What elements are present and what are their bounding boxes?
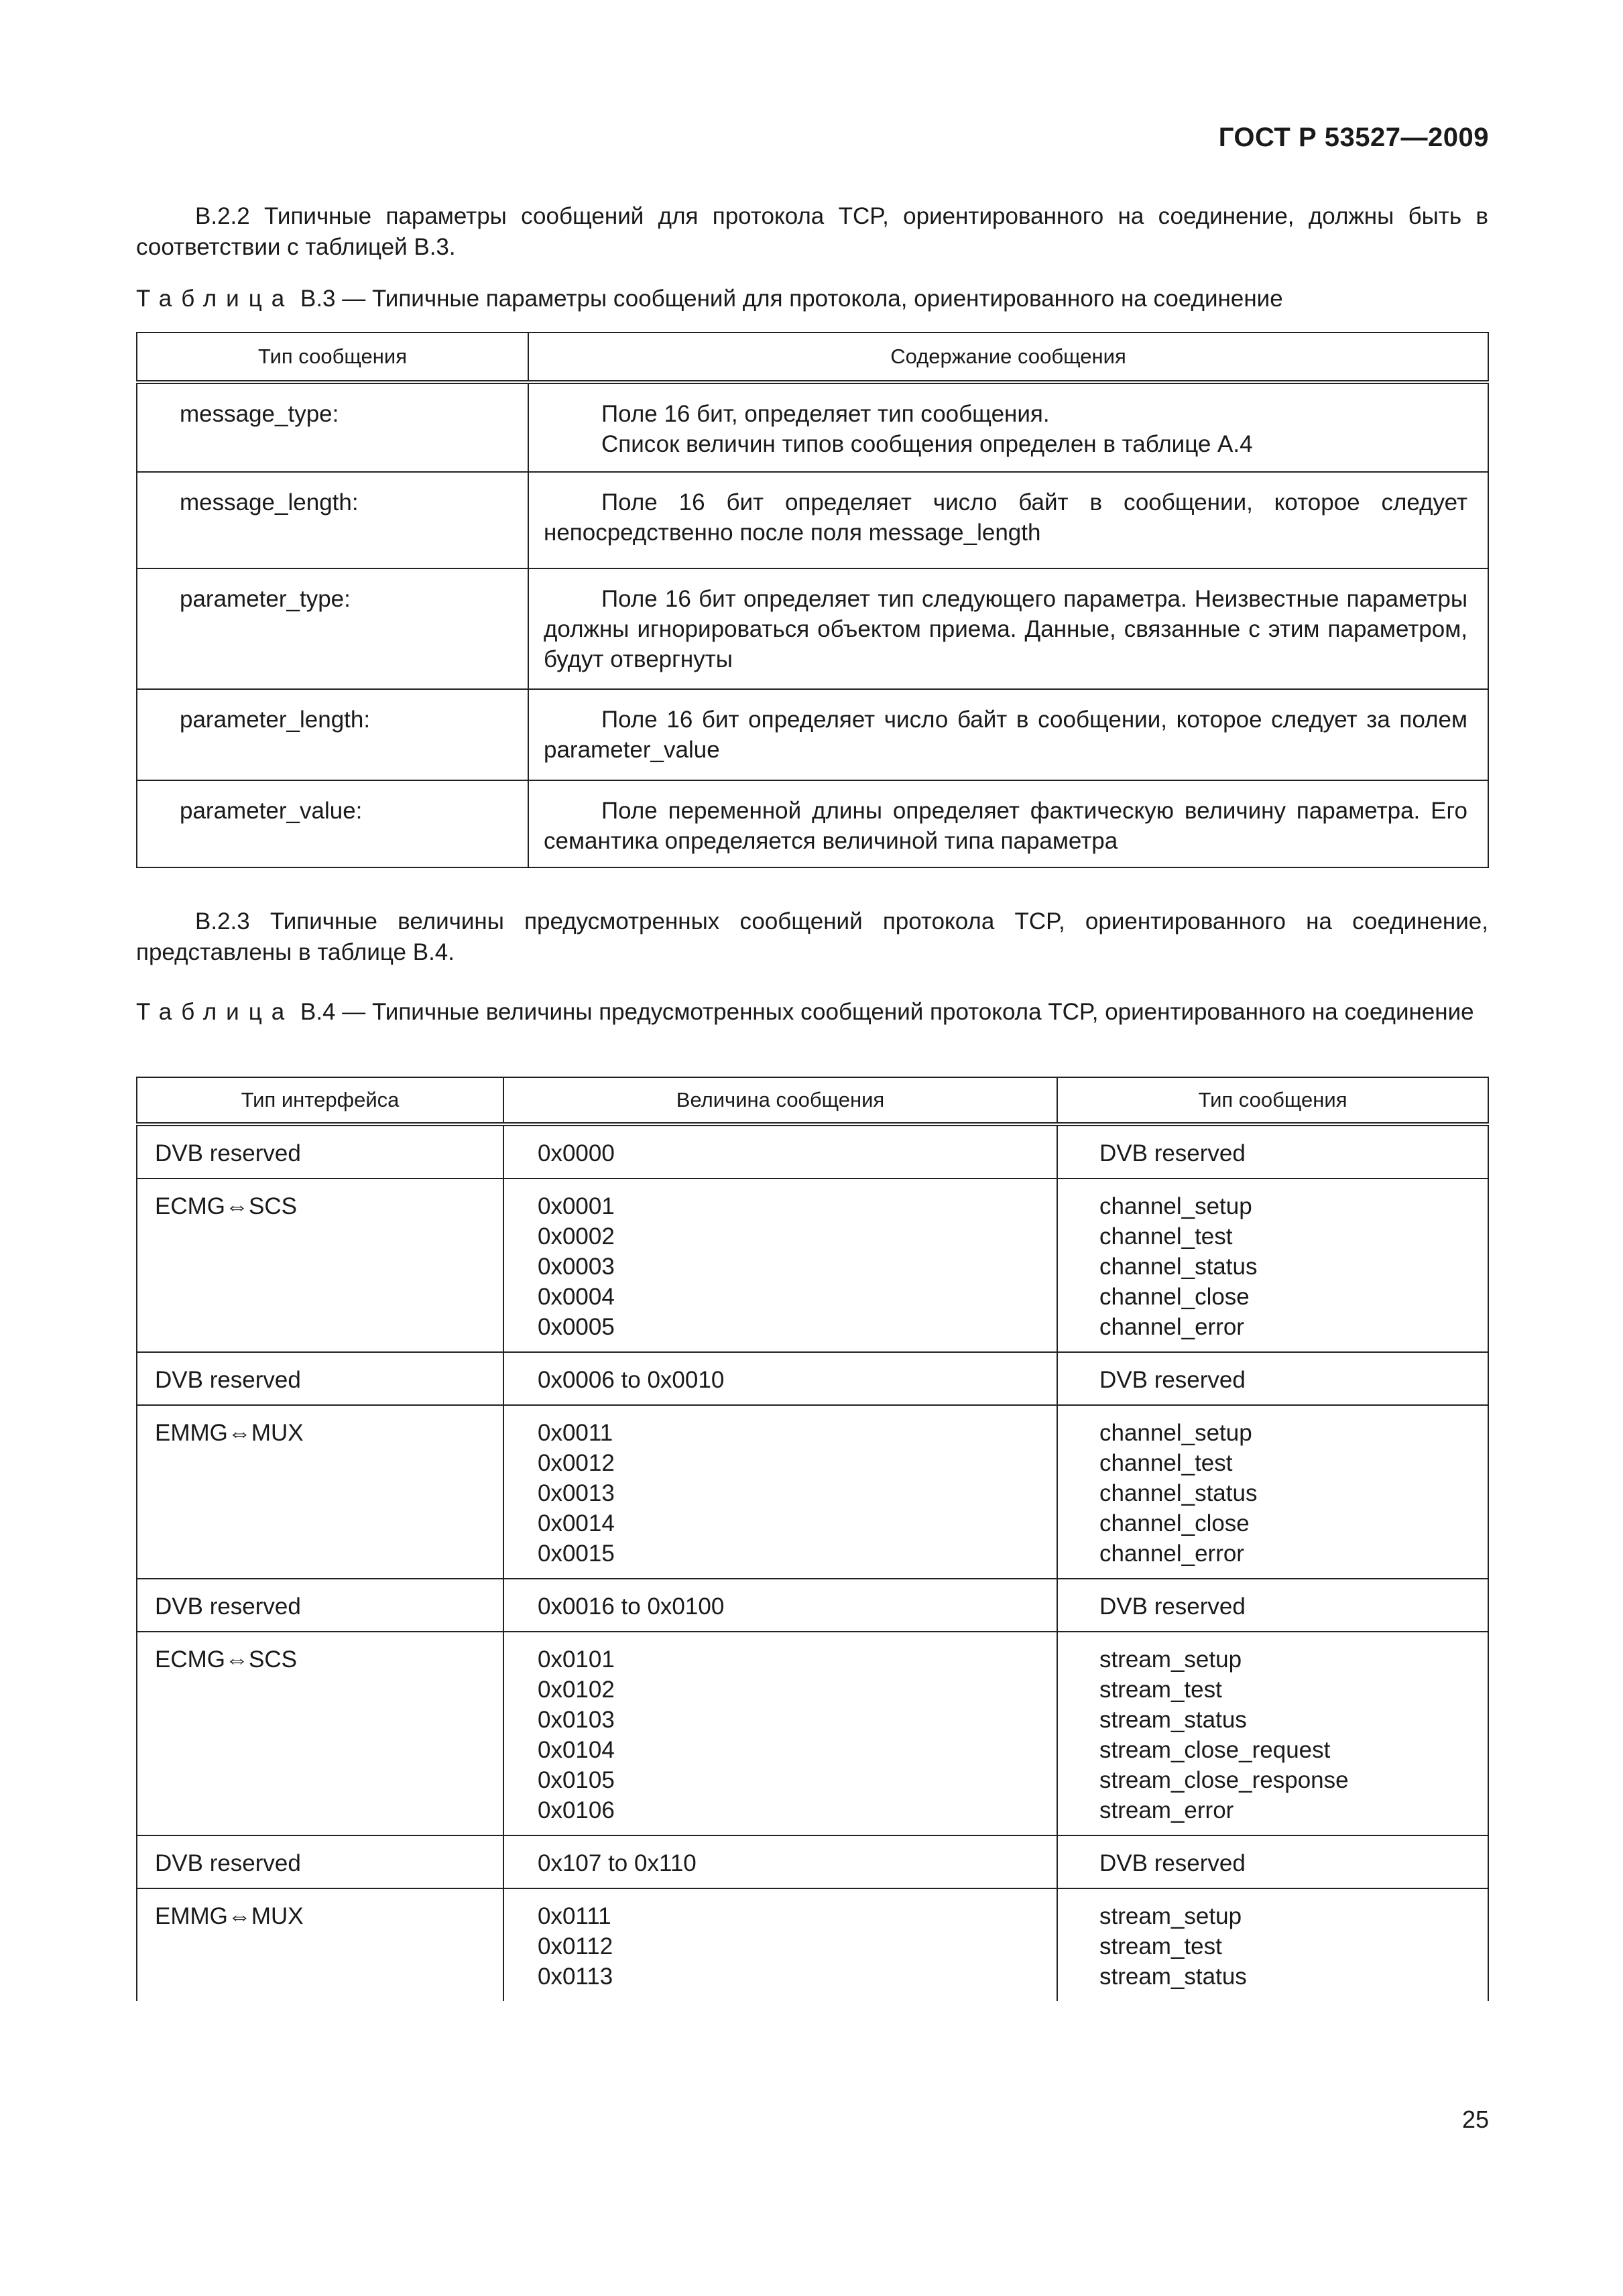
interface-type: ECMG⇔SCS (137, 1632, 503, 1835)
message-type: stream_status (1099, 1707, 1247, 1733)
interface-type: DVB reserved (137, 1579, 503, 1632)
message-type: DVB reserved (1099, 1367, 1246, 1393)
message-type: channel_error (1099, 1540, 1244, 1567)
table-b4-caption-word: Таблица (136, 999, 294, 1025)
message-description (528, 472, 1488, 568)
message-value: 0x0015 (538, 1540, 615, 1567)
message-type: channel_test (1099, 1450, 1233, 1476)
description-text: Поле 16 бит определяет число байт в сообщении, которое следует непосредственно после поля message_length (544, 489, 1467, 546)
message-values (503, 1124, 1057, 1179)
table-row (137, 382, 1488, 472)
message-type: stream_setup (1099, 1646, 1242, 1673)
message-value: 0x0003 (538, 1254, 615, 1280)
table-b4-body (137, 1124, 1488, 2001)
message-value: 0x0006 to 0x0010 (538, 1367, 725, 1393)
message-type: channel_status (1099, 1254, 1258, 1280)
table-row (137, 1352, 1488, 1405)
message-types (1057, 1888, 1488, 2001)
table-row (137, 472, 1488, 568)
message-name: parameter_type: (137, 568, 528, 689)
message-value: 0x0106 (538, 1797, 615, 1823)
message-types (1057, 1405, 1488, 1579)
description-text: Поле 16 бит определяет число байт в сообщении, которое следует за полем parameter_value (544, 707, 1467, 763)
message-type: channel_setup (1099, 1420, 1252, 1446)
message-types (1057, 1124, 1488, 1179)
table-row (137, 689, 1488, 780)
message-value: 0x0014 (538, 1510, 615, 1536)
table-row (137, 1124, 1488, 1179)
table-b4-header-row (137, 1077, 1488, 1124)
description-text: Поле переменной длины определяет фактическую величину параметра. Его семантика определяется величиной типа параметра (544, 798, 1467, 854)
message-values (503, 1352, 1057, 1405)
message-type: stream_test (1099, 1677, 1222, 1703)
message-type: channel_close (1099, 1284, 1250, 1310)
table-b3-header-type: Тип сообщения (137, 333, 528, 382)
interface-type: DVB reserved (137, 1352, 503, 1405)
message-description (528, 780, 1488, 867)
interface-type: ECMG⇔SCS (137, 1179, 503, 1352)
section-b23-paragraph: В.2.3 Типичные величины предусмотренных сообщений протокола TCP, ориентированного на соединение, представлены в таблице В.4. (136, 908, 1488, 965)
table-b4-caption (136, 997, 1488, 1028)
message-name: parameter_value: (137, 780, 528, 867)
message-type: stream_close_response (1099, 1767, 1349, 1793)
message-type: DVB reserved (1099, 1140, 1246, 1166)
message-description (528, 568, 1488, 689)
message-types (1057, 1835, 1488, 1888)
message-value: 0x0016 to 0x0100 (538, 1593, 725, 1620)
message-type: channel_status (1099, 1480, 1258, 1506)
table-b3-caption-word: Таблица (136, 286, 294, 312)
message-value: 0x0005 (538, 1314, 615, 1340)
message-types (1057, 1579, 1488, 1632)
message-type: stream_status (1099, 1963, 1247, 1990)
table-b4-header-interface: Тип интерфейса (137, 1077, 503, 1124)
message-type: DVB reserved (1099, 1850, 1246, 1876)
message-value: 0x0012 (538, 1450, 615, 1476)
message-value: 0x107 to 0x110 (538, 1850, 697, 1876)
message-values (503, 1888, 1057, 2001)
message-name: message_type: (137, 382, 528, 472)
table-row (137, 1632, 1488, 1835)
table-row (137, 1579, 1488, 1632)
message-value: 0x0112 (538, 1933, 613, 1959)
message-types (1057, 1179, 1488, 1352)
section-b22-paragraph: В.2.2 Типичные параметры сообщений для протокола TCP, ориентированного на соединение, должны быть в соответствии с таблицей В.3. (136, 203, 1488, 260)
message-value: 0x0002 (538, 1223, 615, 1250)
interface-type: DVB reserved (137, 1835, 503, 1888)
message-values (503, 1835, 1057, 1888)
table-b3-caption-text: В.3 — Типичные параметры сообщений для протокола, ориентированного на соединение (300, 286, 1283, 312)
message-value: 0x0011 (538, 1420, 613, 1446)
table-b4-header-type: Тип сообщения (1057, 1077, 1488, 1124)
message-name: message_length: (137, 472, 528, 568)
table-b3-header-row (137, 333, 1488, 382)
interface-type: DVB reserved (137, 1124, 503, 1179)
page-number: 25 (1461, 2106, 1489, 2133)
table-row (137, 568, 1488, 689)
message-values (503, 1632, 1057, 1835)
message-value: 0x0111 (538, 1903, 611, 1929)
standard-number: ГОСТ Р 53527—2009 (1218, 123, 1489, 152)
table-row (137, 780, 1488, 867)
table-b4-header-value: Величина сообщения (503, 1077, 1057, 1124)
message-value: 0x0102 (538, 1677, 615, 1703)
message-type: channel_test (1099, 1223, 1233, 1250)
message-description (528, 382, 1488, 472)
table-b3 (136, 332, 1489, 868)
message-type: channel_error (1099, 1314, 1244, 1340)
interface-type: EMMG⇔MUX (137, 1888, 503, 2001)
table-row (137, 1888, 1488, 2001)
message-types (1057, 1632, 1488, 1835)
message-type: stream_setup (1099, 1903, 1242, 1929)
message-value: 0x0001 (538, 1193, 615, 1219)
message-value: 0x0101 (538, 1646, 615, 1673)
description-line: Поле 16 бит, определяет тип сообщения. (601, 401, 1050, 427)
message-name: parameter_length: (137, 689, 528, 780)
message-value: 0x0105 (538, 1767, 615, 1793)
message-description (528, 689, 1488, 780)
message-value: 0x0000 (538, 1140, 615, 1166)
message-values (503, 1579, 1057, 1632)
message-type: stream_test (1099, 1933, 1222, 1959)
table-row (137, 1835, 1488, 1888)
table-b3-caption (136, 284, 1488, 314)
message-type: channel_close (1099, 1510, 1250, 1536)
table-b4 (136, 1077, 1489, 2001)
message-value: 0x0113 (538, 1963, 613, 1990)
message-value: 0x0013 (538, 1480, 615, 1506)
message-value: 0x0104 (538, 1737, 615, 1763)
message-value: 0x0103 (538, 1707, 615, 1733)
message-type: channel_setup (1099, 1193, 1252, 1219)
message-type: DVB reserved (1099, 1593, 1246, 1620)
message-values (503, 1179, 1057, 1352)
table-b4-caption-text: В.4 — Типичные величины предусмотренных сообщений протокола TCP, ориентированного на соединение (300, 999, 1474, 1025)
message-type: stream_error (1099, 1797, 1234, 1823)
message-types (1057, 1352, 1488, 1405)
table-row (137, 1179, 1488, 1352)
message-value: 0x0004 (538, 1284, 615, 1310)
message-type: stream_close_request (1099, 1737, 1331, 1763)
table-row (137, 1405, 1488, 1579)
table-b3-header-content: Содержание сообщения (528, 333, 1488, 382)
message-values (503, 1405, 1057, 1579)
description-line: Список величин типов сообщения определен в таблице А.4 (601, 431, 1253, 457)
interface-type: EMMG⇔MUX (137, 1405, 503, 1579)
description-text: Поле 16 бит определяет тип следующего параметра. Неизвестные параметры должны игнорироваться объектом приема. Данные, связанные с этим параметром, будут отвергнуты (544, 586, 1467, 672)
